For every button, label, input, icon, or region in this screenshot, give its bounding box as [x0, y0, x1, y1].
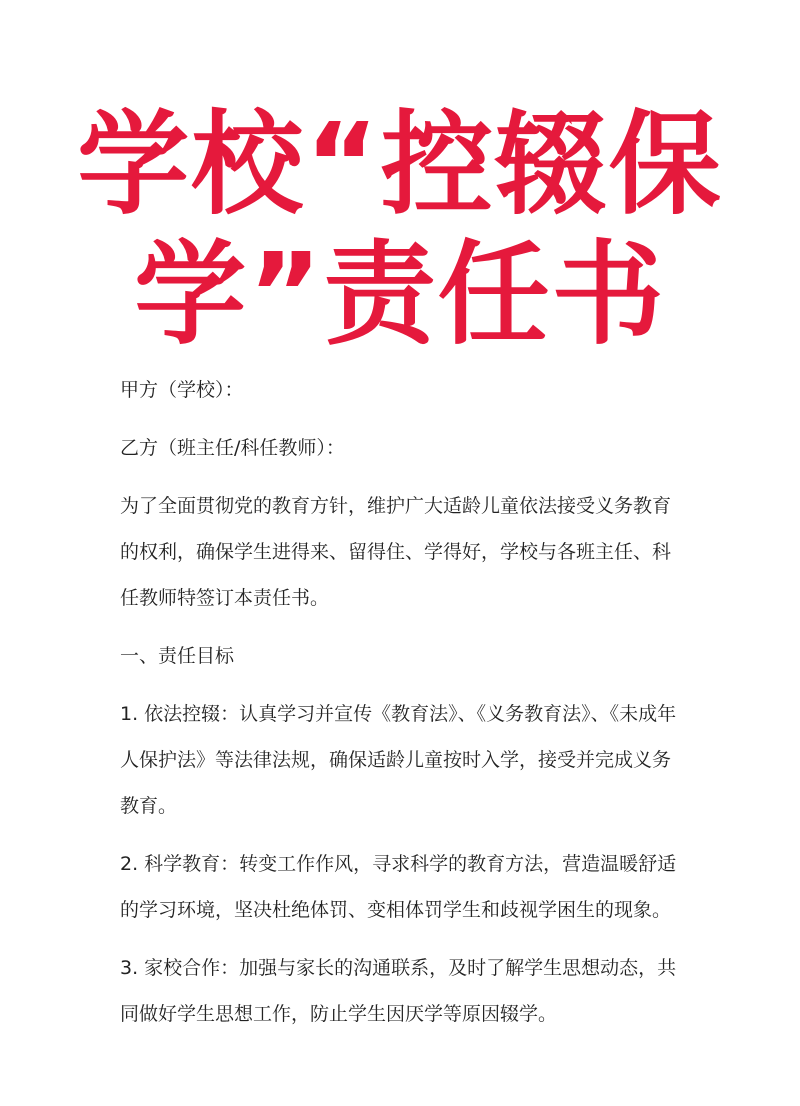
- intro-paragraph: 为了全面贯彻党的教育方针，维护广大适龄儿童依法接受义务教育的权利，确保学生进得来、留得住、学得好，学校与各班主任、科任教师特签订本责任书。: [120, 495, 672, 609]
- list-item: 3. 家校合作：加强与家长的沟通联系，及时了解学生思想动态，共同做好学生思想工作，防止学生因厌学等原因辍学。: [120, 957, 677, 1025]
- list-item: 2. 科学教育：转变工作作风，寻求科学的教育方法，营造温暖舒适的学习环境，坚决杜绝体罚、变相体罚学生和歧视学困生的现象。: [120, 853, 677, 921]
- document-body: [120, 367, 680, 1049]
- list-item: 1. 依法控辍：认真学习并宣传《教育法》、《义务教育法》、《未成年人保护法》等法律法规，确保适龄儿童按时入学，接受并完成义务教育。: [120, 703, 677, 817]
- document-title: [60, 100, 740, 360]
- party-a-line: 甲方（学校）：: [120, 379, 244, 401]
- title-line-1: 学校“控辍保: [77, 100, 723, 230]
- party-b-line: 乙方（班主任/科任教师）：: [120, 437, 345, 459]
- section-heading: 一、责任目标: [120, 645, 235, 667]
- title-line-2: 学”责任书: [134, 230, 666, 360]
